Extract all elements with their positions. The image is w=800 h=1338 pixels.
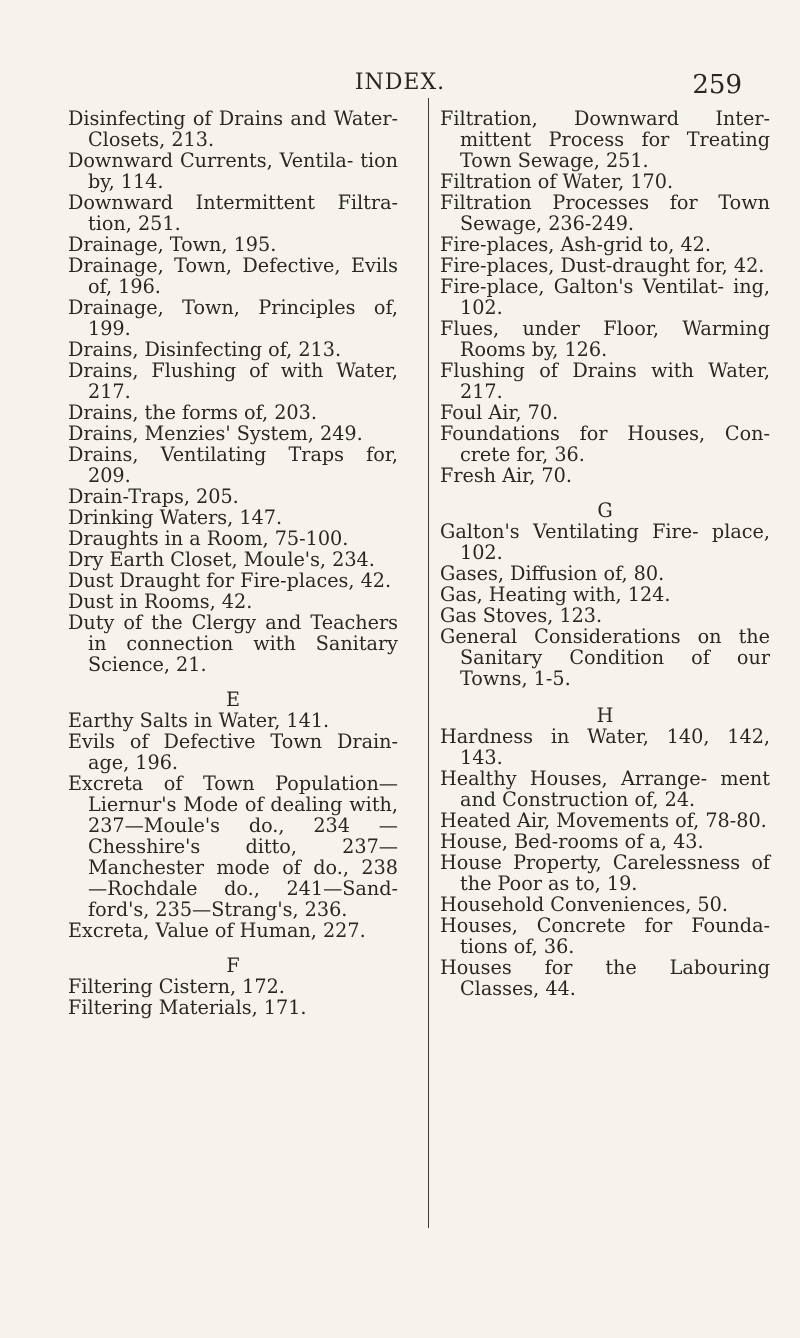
index-entry: Downward Intermittent Filtra- tion, 251. bbox=[68, 191, 398, 235]
page-number: 259 bbox=[692, 70, 742, 100]
index-entry: Heated Air, Movements of, 78-80. bbox=[440, 809, 767, 832]
index-entry: Earthy Salts in Water, 141. bbox=[68, 709, 330, 732]
index-entry: Drainage, Town, 195. bbox=[68, 233, 277, 256]
index-entry: Galton's Ventilating Fire- place, 102. bbox=[440, 520, 770, 564]
index-entry: Drain-Traps, 205. bbox=[68, 485, 239, 508]
index-entry: Hardness in Water, 140, 142, 143. bbox=[440, 725, 770, 769]
section-letter-h: H bbox=[596, 704, 614, 727]
index-entry: Dust Draught for Fire-places, 42. bbox=[68, 569, 392, 592]
index-entry: Dry Earth Closet, Moule's, 234. bbox=[68, 548, 375, 571]
section-letter-g: G bbox=[597, 499, 613, 522]
index-entry: House, Bed-rooms of a, 43. bbox=[440, 830, 704, 853]
index-entry: Drinking Waters, 147. bbox=[68, 506, 283, 529]
index-entry: General Considerations on the Sanitary Condition of our Towns, 1-5. bbox=[440, 625, 770, 690]
index-entry: Flushing of Drains with Water, 217. bbox=[440, 359, 770, 403]
index-title: INDEX. bbox=[354, 70, 446, 95]
index-entry: House Property, Carelessness of the Poor as to, 19. bbox=[440, 851, 770, 895]
index-entry: Drains, Ventilating Traps for, 209. bbox=[68, 443, 398, 487]
index-entry: Drains, the forms of, 203. bbox=[68, 401, 317, 424]
index-entry: Filtering Cistern, 172. bbox=[68, 975, 285, 998]
index-entry: Drainage, Town, Defective, Evils of, 196. bbox=[68, 254, 398, 298]
index-entry: Foundations for Houses, Con- crete for, 36. bbox=[440, 422, 770, 466]
index-entry: Excreta of Town Population— Liernur's Mode of dealing with, 237—Moule's do., 234 —Chesshire's ditto, 237— Manchester mode of do., 238 —Rochdale do., 241—Sand- ford's, 235—Strang's, 236. bbox=[68, 772, 398, 921]
section-letter-f: F bbox=[226, 954, 240, 977]
index-entry: Drains, Disinfecting of, 213. bbox=[68, 338, 342, 361]
index-entry: Duty of the Clergy and Teachers in connection with Sanitary Science, 21. bbox=[68, 611, 398, 676]
index-entry: Flues, under Floor, Warming Rooms by, 126. bbox=[440, 317, 770, 361]
index-entry: Drains, Flushing of with Water, 217. bbox=[68, 359, 398, 403]
index-entry: Draughts in a Room, 75-100. bbox=[68, 527, 349, 550]
index-entry: Fire-places, Ash-grid to, 42. bbox=[440, 233, 711, 256]
index-entry: Drains, Menzies' System, 249. bbox=[68, 422, 363, 445]
index-entry: Houses, Concrete for Founda- tions of, 36. bbox=[440, 914, 770, 958]
index-entry: Fresh Air, 70. bbox=[440, 464, 572, 487]
index-entry: Disinfecting of Drains and Water-Closets, 213. bbox=[68, 107, 398, 151]
index-entry: Healthy Houses, Arrange- ment and Construction of, 24. bbox=[440, 767, 770, 811]
index-entry: Dust in Rooms, 42. bbox=[68, 590, 253, 613]
index-entry: Downward Currents, Ventila- tion by, 114. bbox=[68, 149, 398, 193]
index-entry: Filtering Materials, 171. bbox=[68, 996, 307, 1019]
column-divider bbox=[428, 98, 429, 1228]
index-entry: Gas Stoves, 123. bbox=[440, 604, 603, 627]
index-entry: Drainage, Town, Principles of, 199. bbox=[68, 296, 398, 340]
section-letter-e: E bbox=[225, 688, 240, 711]
index-entry: Gas, Heating with, 124. bbox=[440, 583, 671, 606]
index-entry: Filtration, Downward Inter- mittent Process for Treating Town Sewage, 251. bbox=[440, 107, 770, 172]
index-entry: Gases, Diffusion of, 80. bbox=[440, 562, 665, 585]
right-column bbox=[440, 108, 770, 999]
index-entry: Fire-places, Dust-draught for, 42. bbox=[440, 254, 765, 277]
index-entry: Filtration Processes for Town Sewage, 236-249. bbox=[440, 191, 770, 235]
index-entry: Filtration of Water, 170. bbox=[440, 170, 674, 193]
page-header bbox=[0, 70, 800, 106]
index-entry: Excreta, Value of Human, 227. bbox=[68, 919, 366, 942]
index-entry: Foul Air, 70. bbox=[440, 401, 559, 424]
index-entry: Fire-place, Galton's Ventilat- ing, 102. bbox=[440, 275, 770, 319]
index-entry: Evils of Defective Town Drain- age, 196. bbox=[68, 730, 398, 774]
left-column bbox=[68, 108, 398, 1018]
index-entry: Houses for the Labouring Classes, 44. bbox=[440, 956, 770, 1000]
index-entry: Household Conveniences, 50. bbox=[440, 893, 728, 916]
